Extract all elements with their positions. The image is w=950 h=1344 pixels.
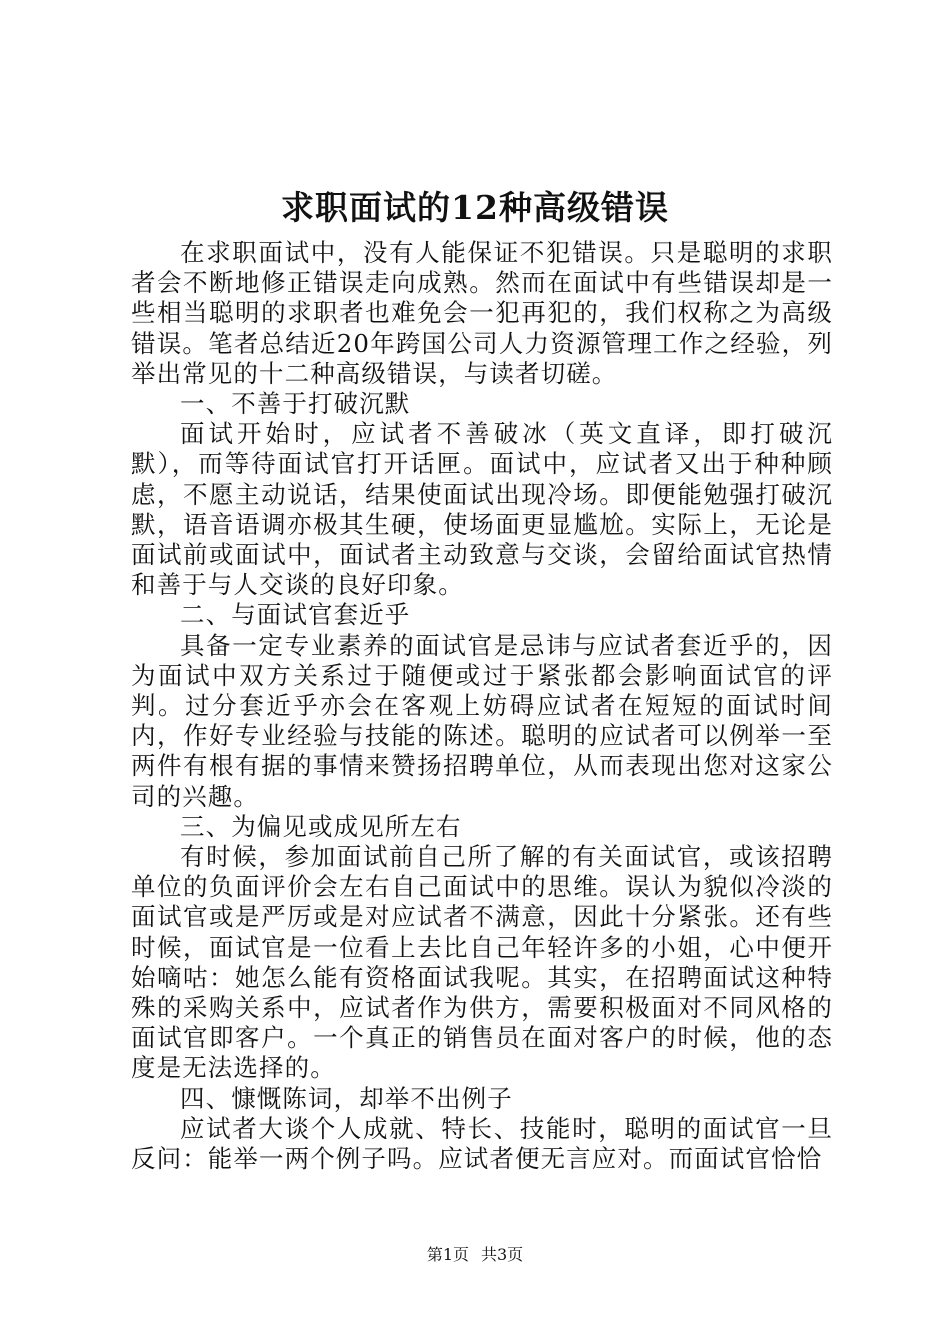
section-heading-4: 四、慷慨陈词，却举不出例子 — [180, 1083, 513, 1113]
section-paragraph-3: 有时候，参加面试前自己所了解的有关面试官，或该招聘单位的负面评价会左右自己面试中的思维。误认为貌似冷淡的面试官或是严厉或是对应试者不满意，因此十分紧张。还有些时候，面试官是一位看上去比自己年轻许多的小姐，心中便开始嘀咕：她怎么能有资格面试我呢。其实，在招聘面试这种特殊的采购关系中，应试者作为供方，需要积极面对不同风格的面试官即客户。一个真正的销售员在面对客户的时候，他的态度是无法选择的。 — [131, 842, 833, 1083]
section-paragraph-4: 应试者大谈个人成就、特长、技能时，聪明的面试官一旦反问：能举一两个例子吗。应试者便无言应对。而面试官恰恰 — [131, 1113, 833, 1174]
page-number: 第1页 — [426, 1245, 469, 1264]
section-paragraph-2: 具备一定专业素养的面试官是忌讳与应试者套近乎的，因为面试中双方关系过于随便或过于紧张都会影响面试官的评判。过分套近乎亦会在客观上妨碍应试者在短短的面试时间内，作好专业经验与技能的陈述。聪明的应试者可以例举一至两件有根有据的事情来赞扬招聘单位，从而表现出您对这家公司的兴趣。 — [131, 630, 833, 811]
document-title: 求职面试的12种高级错误 — [281, 188, 669, 227]
section-heading-2: 二、与面试官套近乎 — [180, 600, 411, 630]
section-heading-1: 一、不善于打破沉默 — [180, 389, 411, 419]
page-footer — [0, 1243, 950, 1267]
document-body — [131, 238, 833, 1174]
section-paragraph-1: 面试开始时，应试者不善破冰（英文直译，即打破沉默），而等待面试官打开话匣。面试中，应试者又出于种种顾虑，不愿主动说话，结果使面试出现冷场。即便能勉强打破沉默，语音语调亦极其生硬，使场面更显尴尬。实际上，无论是面试前或面试中，面试者主动致意与交谈，会留给面试官热情和善于与人交谈的良好印象。 — [131, 419, 833, 600]
intro-paragraph: 在求职面试中，没有人能保证不犯错误。只是聪明的求职者会不断地修正错误走向成熟。然而在面试中有些错误却是一些相当聪明的求职者也难免会一犯再犯的，我们权称之为高级错误。笔者总结近20年跨国公司人力资源管理工作之经验，列举出常见的十二种高级错误，与读者切磋。 — [131, 238, 833, 388]
section-heading-3: 三、为偏见或成见所左右 — [180, 811, 462, 841]
total-pages: 共3页 — [481, 1245, 524, 1264]
